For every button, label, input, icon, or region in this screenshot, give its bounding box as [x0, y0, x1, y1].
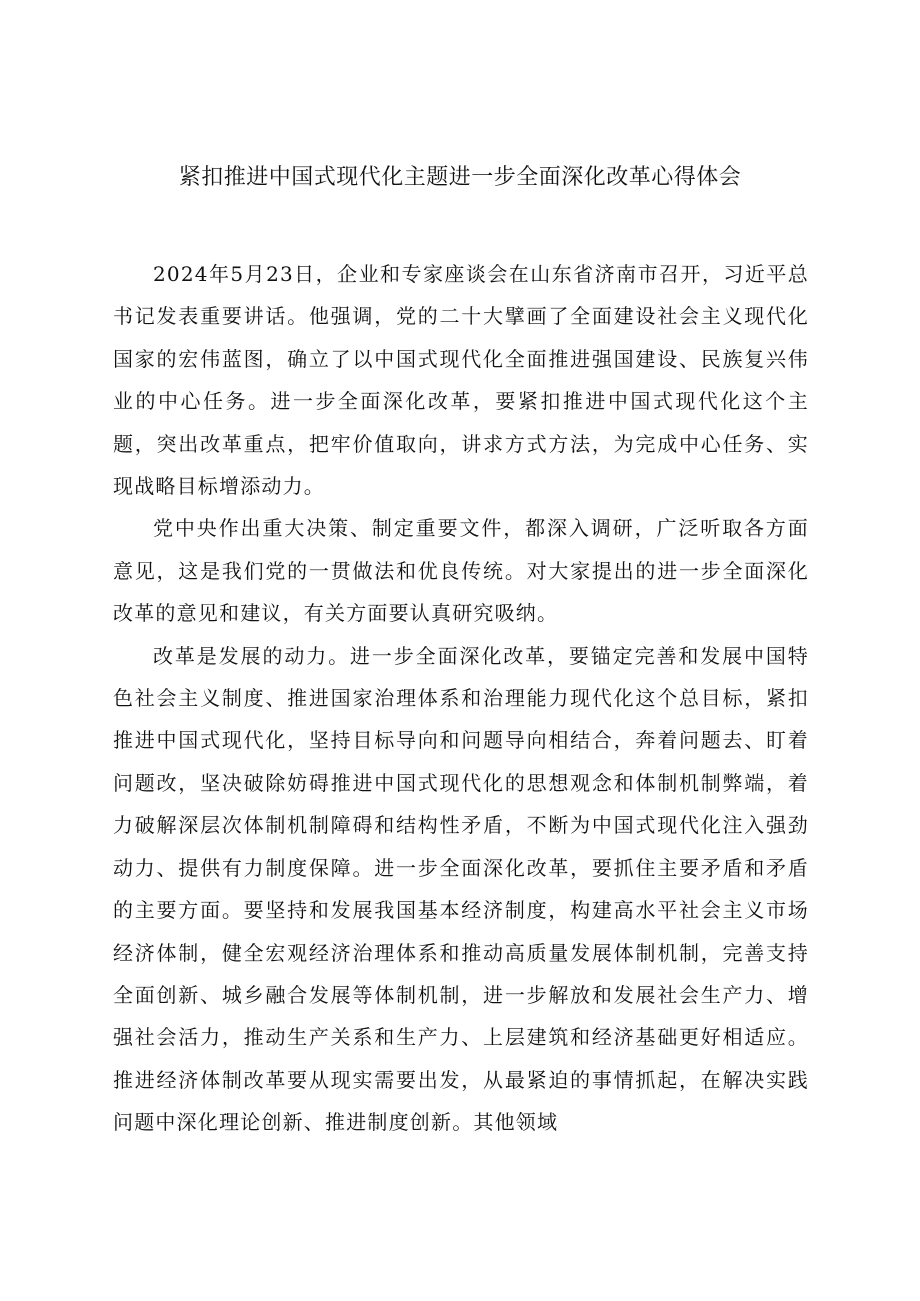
paragraph-1: 2024年5月23日，企业和专家座谈会在山东省济南市召开，习近平总书记发表重要讲话。他强调，党的二十大擘画了全面建设社会主义现代化国家的宏伟蓝图，确立了以中国式现代化全面推进强国建设、民族复兴伟业的中心任务。进一步全面深化改革，要紧扣推进中国式现代化这个主题，突出改革重点，把牢价值取向，讲求方式方法，为完成中心任务、实现战略目标增添动力。: [113, 262, 809, 499]
paragraph-3: 改革是发展的动力。进一步全面深化改革，要锚定完善和发展中国特色社会主义制度、推进国家治理体系和治理能力现代化这个总目标，紧扣推进中国式现代化，坚持目标导向和问题导向相结合，奔着问题去、盯着问题改，坚决破除妨碍推进中国式现代化的思想观念和体制机制弊端，着力破解深层次体制机制障碍和结构性矛盾，不断为中国式现代化注入强劲动力、提供有力制度保障。进一步全面深化改革，要抓住主要矛盾和矛盾的主要方面。要坚持和发展我国基本经济制度，构建高水平社会主义市场经济体制，健全宏观经济治理体系和推动高质量发展体制机制，完善支持全面创新、城乡融合发展等体制机制，进一步解放和发展社会生产力、增强社会活力，推动生产关系和生产力、上层建筑和经济基础更好相适应。推进经济体制改革要从现实需要出发，从最紧迫的事情抓起，在解决实践问题中深化理论创新、推进制度创新。其他领域: [113, 643, 809, 1135]
document-body: [113, 253, 809, 1144]
paragraph-2: 党中央作出重大决策、制定重要文件，都深入调研，广泛听取各方面意见，这是我们党的一贯做法和优良传统。对大家提出的进一步全面深化改革的意见和建议，有关方面要认真研究吸纳。: [113, 516, 809, 626]
document-title: 紧扣推进中国式现代化主题进一步全面深化改革心得体会: [178, 165, 742, 190]
